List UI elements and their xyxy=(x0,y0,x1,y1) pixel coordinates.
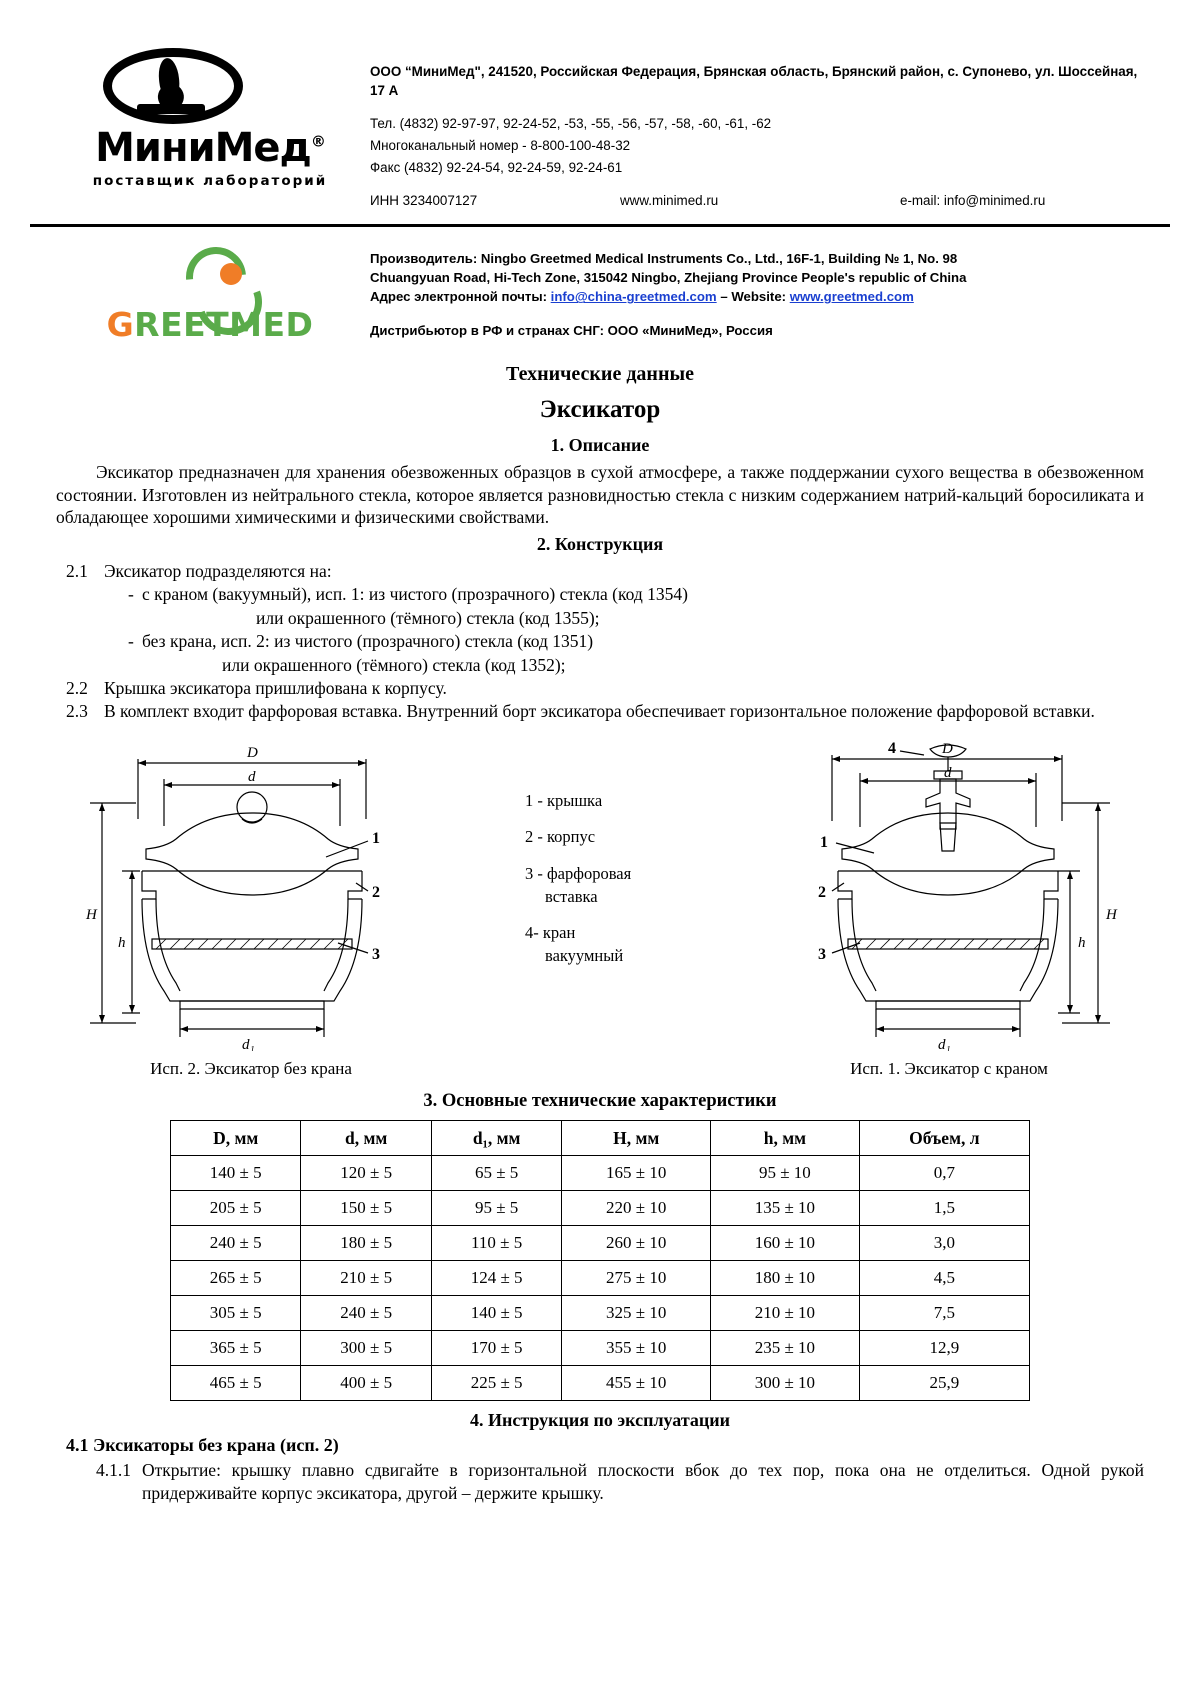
cell: 210 ± 10 xyxy=(711,1296,860,1331)
cell: 465 ± 5 xyxy=(171,1366,301,1401)
list-item-2-1-text: Эксикатор подразделяются на: xyxy=(104,561,332,582)
figure-desiccator-with-valve xyxy=(774,731,1124,1080)
list-item-2-1-b xyxy=(56,630,1144,652)
cell: 95 ± 5 xyxy=(431,1191,561,1226)
cell: 265 ± 5 xyxy=(171,1261,301,1296)
list-item-2-1-b-cont: или окрашенного (тёмного) стекла (код 1352); xyxy=(222,654,566,675)
cell: 235 ± 10 xyxy=(711,1331,860,1366)
table-col-H: H, мм xyxy=(562,1120,711,1155)
table-col-d1: d₁, мм xyxy=(431,1120,561,1155)
figure-right-callout-1: 1 xyxy=(820,833,828,851)
figure-right-label-d: d xyxy=(944,764,952,781)
company-website[interactable]: www.minimed.ru xyxy=(620,193,719,209)
figure-left-callout-2: 2 xyxy=(372,883,380,901)
greetmed-info-block xyxy=(360,239,1140,340)
list-item-2-1-number: 2.1 xyxy=(66,561,88,582)
bullet-dash: - xyxy=(128,584,134,605)
table-row xyxy=(171,1156,1030,1191)
table-title: 3. Основные технические характеристики xyxy=(423,1090,777,1111)
figure-left-callout-1: 1 xyxy=(372,829,380,847)
figure-right-callout-4: 4 xyxy=(888,739,896,757)
minimed-emblem-icon xyxy=(103,48,318,126)
company-email[interactable]: e-mail: info@minimed.ru xyxy=(900,193,1046,209)
cell: 355 ± 10 xyxy=(562,1331,711,1366)
section-1-heading: 1. Описание xyxy=(550,434,650,455)
figure-right-callout-3: 3 xyxy=(818,945,826,963)
doc-title: Технические данные xyxy=(506,363,694,386)
cell: 180 ± 10 xyxy=(711,1261,860,1296)
cell: 300 ± 5 xyxy=(301,1331,431,1366)
document-body xyxy=(0,344,1200,1504)
company-address: ООО “МиниМед", 241520, Российская Федерация, Брянская область, Брянский район, с. Супонево, ул. Шоссейная, 17 А xyxy=(370,64,1138,99)
list-item-2-3-number: 2.3 xyxy=(66,701,88,722)
cell: 150 ± 5 xyxy=(301,1191,431,1226)
legend-item-4: 4- кран xyxy=(525,923,576,943)
list-item-2-1-a-text: с краном (вакуумный), исп. 1: из чистого (прозрачного) стекла (код 1354) xyxy=(142,584,688,605)
table-col-D: D, мм xyxy=(171,1120,301,1155)
table-row xyxy=(171,1226,1030,1261)
manufacturer-email-link[interactable]: info@china-greetmed.com xyxy=(550,289,717,305)
figure-right-drawing xyxy=(774,731,1124,1051)
cell: 170 ± 5 xyxy=(431,1331,561,1366)
cell: 260 ± 10 xyxy=(562,1226,711,1261)
list-item-2-1-a-cont: или окрашенного (тёмного) стекла (код 1355); xyxy=(256,607,600,628)
figure-right-callout-2: 2 xyxy=(818,883,826,901)
page-header xyxy=(0,0,1200,210)
item-4-1-1-number: 4.1.1 xyxy=(96,1460,131,1481)
cell: 65 ± 5 xyxy=(431,1156,561,1191)
cell: 110 ± 5 xyxy=(431,1226,561,1261)
manufacturer-email-label: Адрес электронной почты: xyxy=(370,289,551,305)
figure-right-label-d1: d₁ xyxy=(938,1036,951,1051)
company-phone-2: Многоканальный номер - 8-800-100-48-32 xyxy=(370,138,631,154)
cell: 305 ± 5 xyxy=(171,1296,301,1331)
cell: 3,0 xyxy=(859,1226,1029,1261)
manufacturer-website-label: – Website: xyxy=(716,289,790,305)
table-col-volume: Объем, л xyxy=(859,1120,1029,1155)
figure-left-label-D: D xyxy=(247,744,258,761)
registered-mark-icon: ® xyxy=(310,132,325,151)
legend-item-2: 2 - корпус xyxy=(525,827,596,847)
list-item-2-3-text: В комплект входит фарфоровая вставка. Внутренний борт эксикатора обеспечивает горизонтальное положение фарфоровой вставки. xyxy=(104,701,1095,722)
figure-right-label-h: h xyxy=(1078,934,1086,951)
figure-desiccator-no-valve xyxy=(76,731,426,1080)
greetmed-wordmark: GREETMED xyxy=(106,305,314,345)
section-1-paragraph: Эксикатор предназначен для хранения обезвоженных образцов в сухой атмосфере, а также поддержании сухого вещества в обезвоженном состоянии. Изготовлен из нейтрального стекла, которое является разновидностью стекла с низким содержанием натрий-кальций боросиликата и обладающее хорошими химическими и физическими свойствами. xyxy=(56,461,1144,528)
manufacturer-line-2: Chuangyuan Road, Hi-Tech Zone, 315042 Ningbo, Zhejiang Province People's republic of China xyxy=(370,270,967,286)
table-row xyxy=(171,1261,1030,1296)
cell: 240 ± 5 xyxy=(301,1296,431,1331)
manufacturer-line-1: Производитель: Ningbo Greetmed Medical Instruments Co., Ltd., 16F-1, Building № 1, No. 98 xyxy=(370,251,958,267)
table-col-h: h, мм xyxy=(711,1120,860,1155)
figure-right-caption: Исп. 1. Эксикатор с краном xyxy=(850,1059,1048,1079)
cell: 165 ± 10 xyxy=(562,1156,711,1191)
section-4-heading: 4. Инструкция по эксплуатации xyxy=(469,1410,731,1431)
cell: 25,9 xyxy=(859,1366,1029,1401)
cell: 1,5 xyxy=(859,1191,1029,1226)
legend-item-4-cont: вакуумный xyxy=(545,945,624,965)
figure-right-label-H: H xyxy=(1106,906,1117,923)
list-item-2-1-a xyxy=(56,583,1144,605)
cell: 0,7 xyxy=(859,1156,1029,1191)
cell: 12,9 xyxy=(859,1331,1029,1366)
table-row xyxy=(171,1366,1030,1401)
cell: 225 ± 5 xyxy=(431,1366,561,1401)
bullet-dash: - xyxy=(128,631,134,652)
figure-left-drawing xyxy=(76,731,426,1051)
cell: 140 ± 5 xyxy=(431,1296,561,1331)
figure-left-callout-3: 3 xyxy=(372,945,380,963)
distributor-line: Дистрибьютор в РФ и странах СНГ: ООО «МиниМед», Россия xyxy=(370,322,773,338)
list-item-2-2-text: Крышка эксикатора пришлифована к корпусу. xyxy=(104,678,447,699)
cell: 455 ± 10 xyxy=(562,1366,711,1401)
cell: 120 ± 5 xyxy=(301,1156,431,1191)
table-row xyxy=(171,1331,1030,1366)
list-item-2-2-number: 2.2 xyxy=(66,678,88,699)
item-4-1-1 xyxy=(56,1459,1144,1505)
table-col-d: d, мм xyxy=(301,1120,431,1155)
manufacturer-contacts xyxy=(370,287,1140,306)
doc-subtitle: Эксикатор xyxy=(539,395,661,423)
cell: 400 ± 5 xyxy=(301,1366,431,1401)
figure-left-label-d: d xyxy=(248,768,256,785)
table-header-row xyxy=(171,1120,1030,1155)
greetmed-block xyxy=(0,227,1200,344)
figure-left-label-h: h xyxy=(118,934,126,951)
company-phone-1: Тел. (4832) 92-97-97, 92-24-52, -53, -55, -56, -57, -58, -60, -61, -62 xyxy=(370,116,772,132)
figure-legend xyxy=(525,731,675,1080)
company-inn: ИНН 3234007127 xyxy=(370,193,478,209)
company-fax: Факс (4832) 92-24-54, 92-24-59, 92-24-61 xyxy=(370,160,623,176)
cell: 124 ± 5 xyxy=(431,1261,561,1296)
figure-right-label-D: D xyxy=(942,740,953,757)
section-4-1-heading: 4.1 Эксикаторы без крана (исп. 2) xyxy=(66,1435,339,1456)
cell: 140 ± 5 xyxy=(171,1156,301,1191)
greetmed-logo xyxy=(60,239,360,344)
figure-left-caption: Исп. 2. Эксикатор без крана xyxy=(150,1059,352,1079)
cell: 300 ± 10 xyxy=(711,1366,860,1401)
figure-left-label-H: H xyxy=(86,906,97,923)
cell: 205 ± 5 xyxy=(171,1191,301,1226)
section-2-heading: 2. Конструкция xyxy=(536,534,664,555)
table-row xyxy=(171,1191,1030,1226)
item-4-1-1-text: Открытие: крышку плавно сдвигайте в горизонтальной плоскости вбок до тех пор, пока она не отделиться. Одной рукой придерживайте корпус эксикатора, другой – держите крышку. xyxy=(142,1460,1144,1503)
figure-left-label-d1: d₁ xyxy=(242,1036,255,1051)
cell: 160 ± 10 xyxy=(711,1226,860,1261)
cell: 220 ± 10 xyxy=(562,1191,711,1226)
company-contact-block xyxy=(360,40,1140,210)
list-item-2-3 xyxy=(56,700,1144,722)
cell: 240 ± 5 xyxy=(171,1226,301,1261)
minimed-tagline: поставщик лабораторий xyxy=(92,173,328,189)
list-item-2-2 xyxy=(56,677,1144,699)
cell: 210 ± 5 xyxy=(301,1261,431,1296)
minimed-logo-name: МиниМед® xyxy=(95,125,325,171)
specifications-table xyxy=(170,1120,1030,1401)
cell: 275 ± 10 xyxy=(562,1261,711,1296)
cell: 180 ± 5 xyxy=(301,1226,431,1261)
figures-row xyxy=(56,731,1144,1080)
cell: 135 ± 10 xyxy=(711,1191,860,1226)
legend-item-1: 1 - крышка xyxy=(525,790,603,810)
legend-item-3-cont: вставка xyxy=(545,886,598,906)
cell: 325 ± 10 xyxy=(562,1296,711,1331)
greetmed-symbol-icon xyxy=(150,245,270,311)
list-item-2-1 xyxy=(56,560,1144,582)
table-row xyxy=(171,1296,1030,1331)
manufacturer-website-link[interactable]: www.greetmed.com xyxy=(789,289,914,305)
cell: 4,5 xyxy=(859,1261,1029,1296)
legend-item-3: 3 - фарфоровая xyxy=(525,864,632,884)
cell: 95 ± 10 xyxy=(711,1156,860,1191)
minimed-logo xyxy=(60,40,360,189)
list-item-2-1-b-text: без крана, исп. 2: из чистого (прозрачного) стекла (код 1351) xyxy=(142,631,594,652)
cell: 365 ± 5 xyxy=(171,1331,301,1366)
cell: 7,5 xyxy=(859,1296,1029,1331)
